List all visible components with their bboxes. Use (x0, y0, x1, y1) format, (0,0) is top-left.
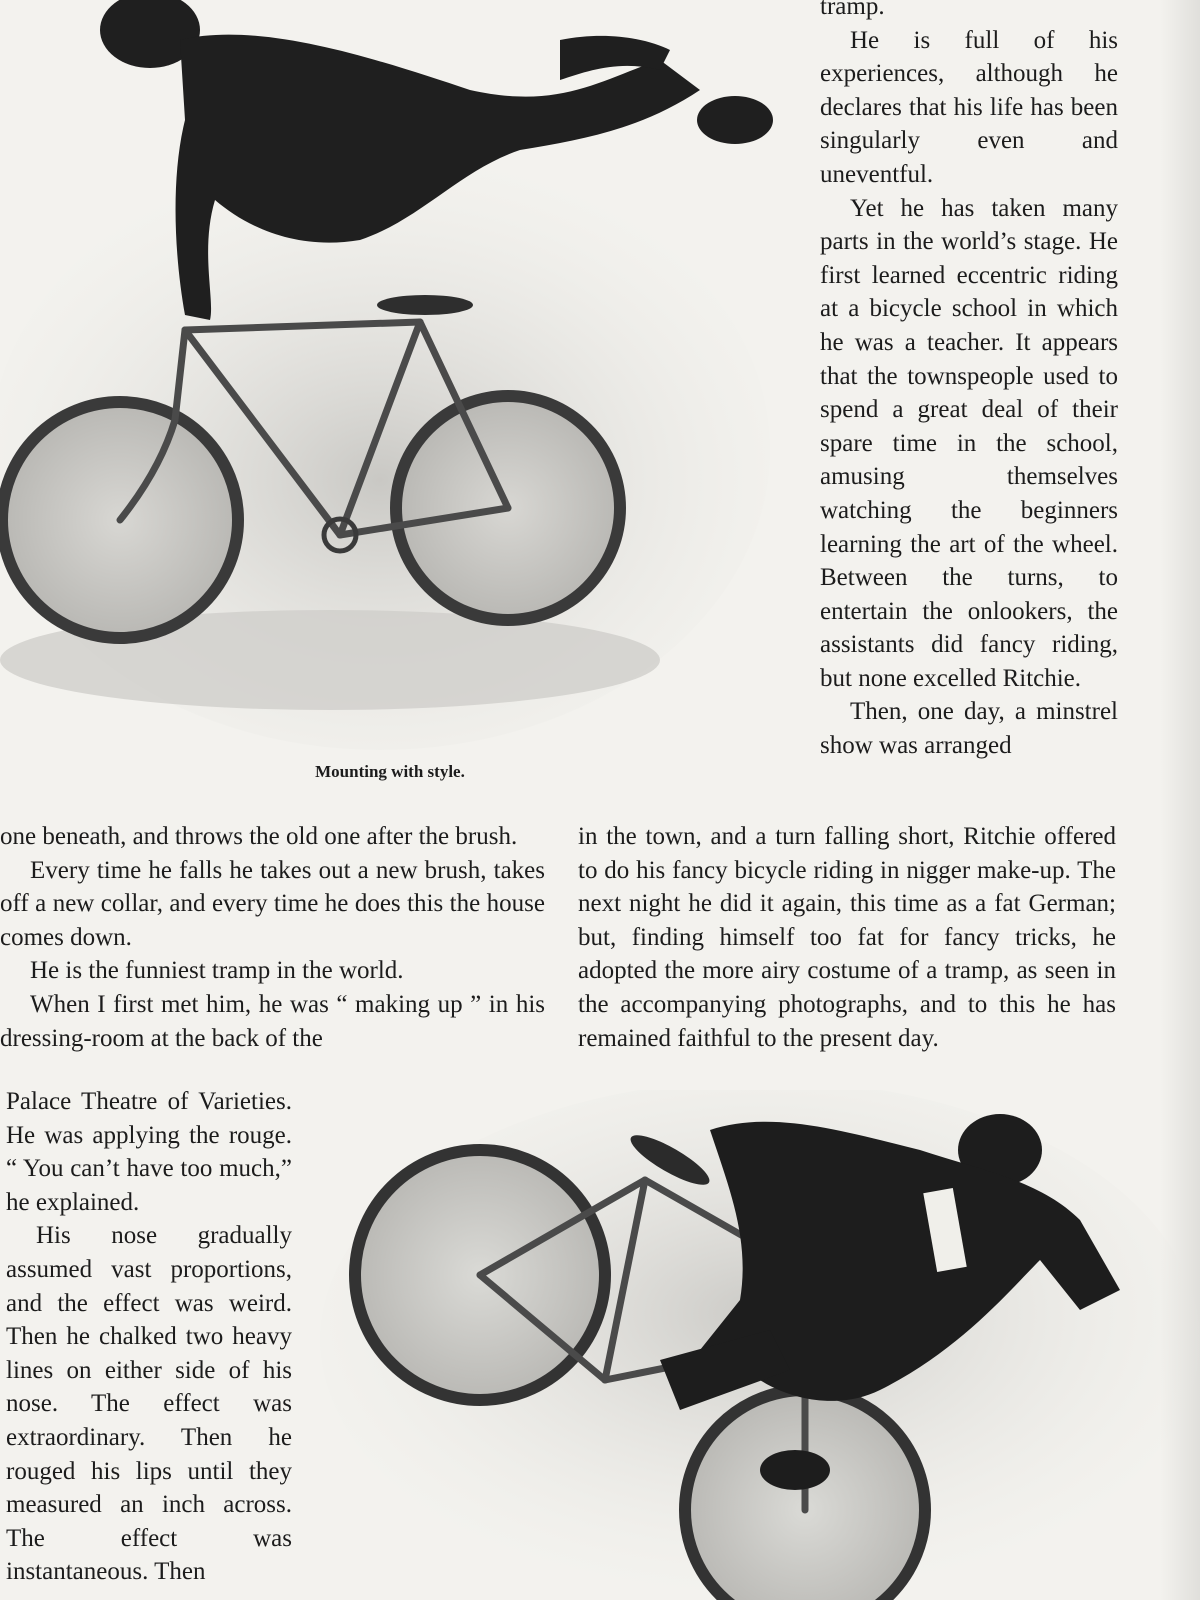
photo-falling-rider (320, 1090, 1200, 1600)
paragraph: His nose gradually assumed vast proportions, and the effect was weird. Then he chalked two heavy lines on either side of his nose. The effect was extraordinary. Then he rouged his lips until they measured an inch across. The effect was instantaneous. Then (6, 1222, 292, 1586)
middle-column-text (578, 820, 1116, 1055)
paragraph: one beneath, and throws the old one after the brush. (0, 823, 518, 850)
left-column-text (0, 820, 545, 1055)
photo-mounting-with-style (0, 0, 790, 760)
paragraph: tramp. (820, 0, 885, 20)
paragraph: When I first met him, he was “ making up ” in his dressing-room at the back of the (0, 990, 545, 1052)
paragraph: He is full of his experiences, although he declares that his life has been singularly even and uneventful. (820, 26, 1118, 188)
paragraph: in the town, and a turn falling short, Ritchie offered to do his fancy bicycle riding in nigger make-up. The next night he did it again, this time as a fat German; but, finding himself too fat for fancy tricks, he adopted the more airy costume of a tramp, as seen in the accompanying photographs, and to this he has remained faithful to the present day. (578, 823, 1116, 1052)
photo-caption: Mounting with style. (315, 762, 465, 781)
paragraph: Palace Theatre of Varieties. He was applying the rouge. “ You can’t have too much,” he explained. (6, 1088, 292, 1216)
narrow-column-text (6, 1085, 292, 1589)
paragraph: Then, one day, a minstrel show was arranged (820, 698, 1118, 760)
right-column-text (820, 0, 1118, 763)
paragraph: Every time he falls he takes out a new brush, takes off a new collar, and every time he does this the house comes down. (0, 856, 545, 951)
paragraph: He is the funniest tramp in the world. (30, 957, 404, 985)
paragraph: Yet he has taken many parts in the world’s stage. He first learned eccentric riding at a bicycle school in which he was a teacher. It appears that the townspeople used to spend a great deal of their spare time in the school, amusing themselves watching the beginners learning the art of the wheel. Between the turns, to entertain the onlookers, the assistants did fancy riding, but none excelled Ritchie. (820, 194, 1118, 692)
